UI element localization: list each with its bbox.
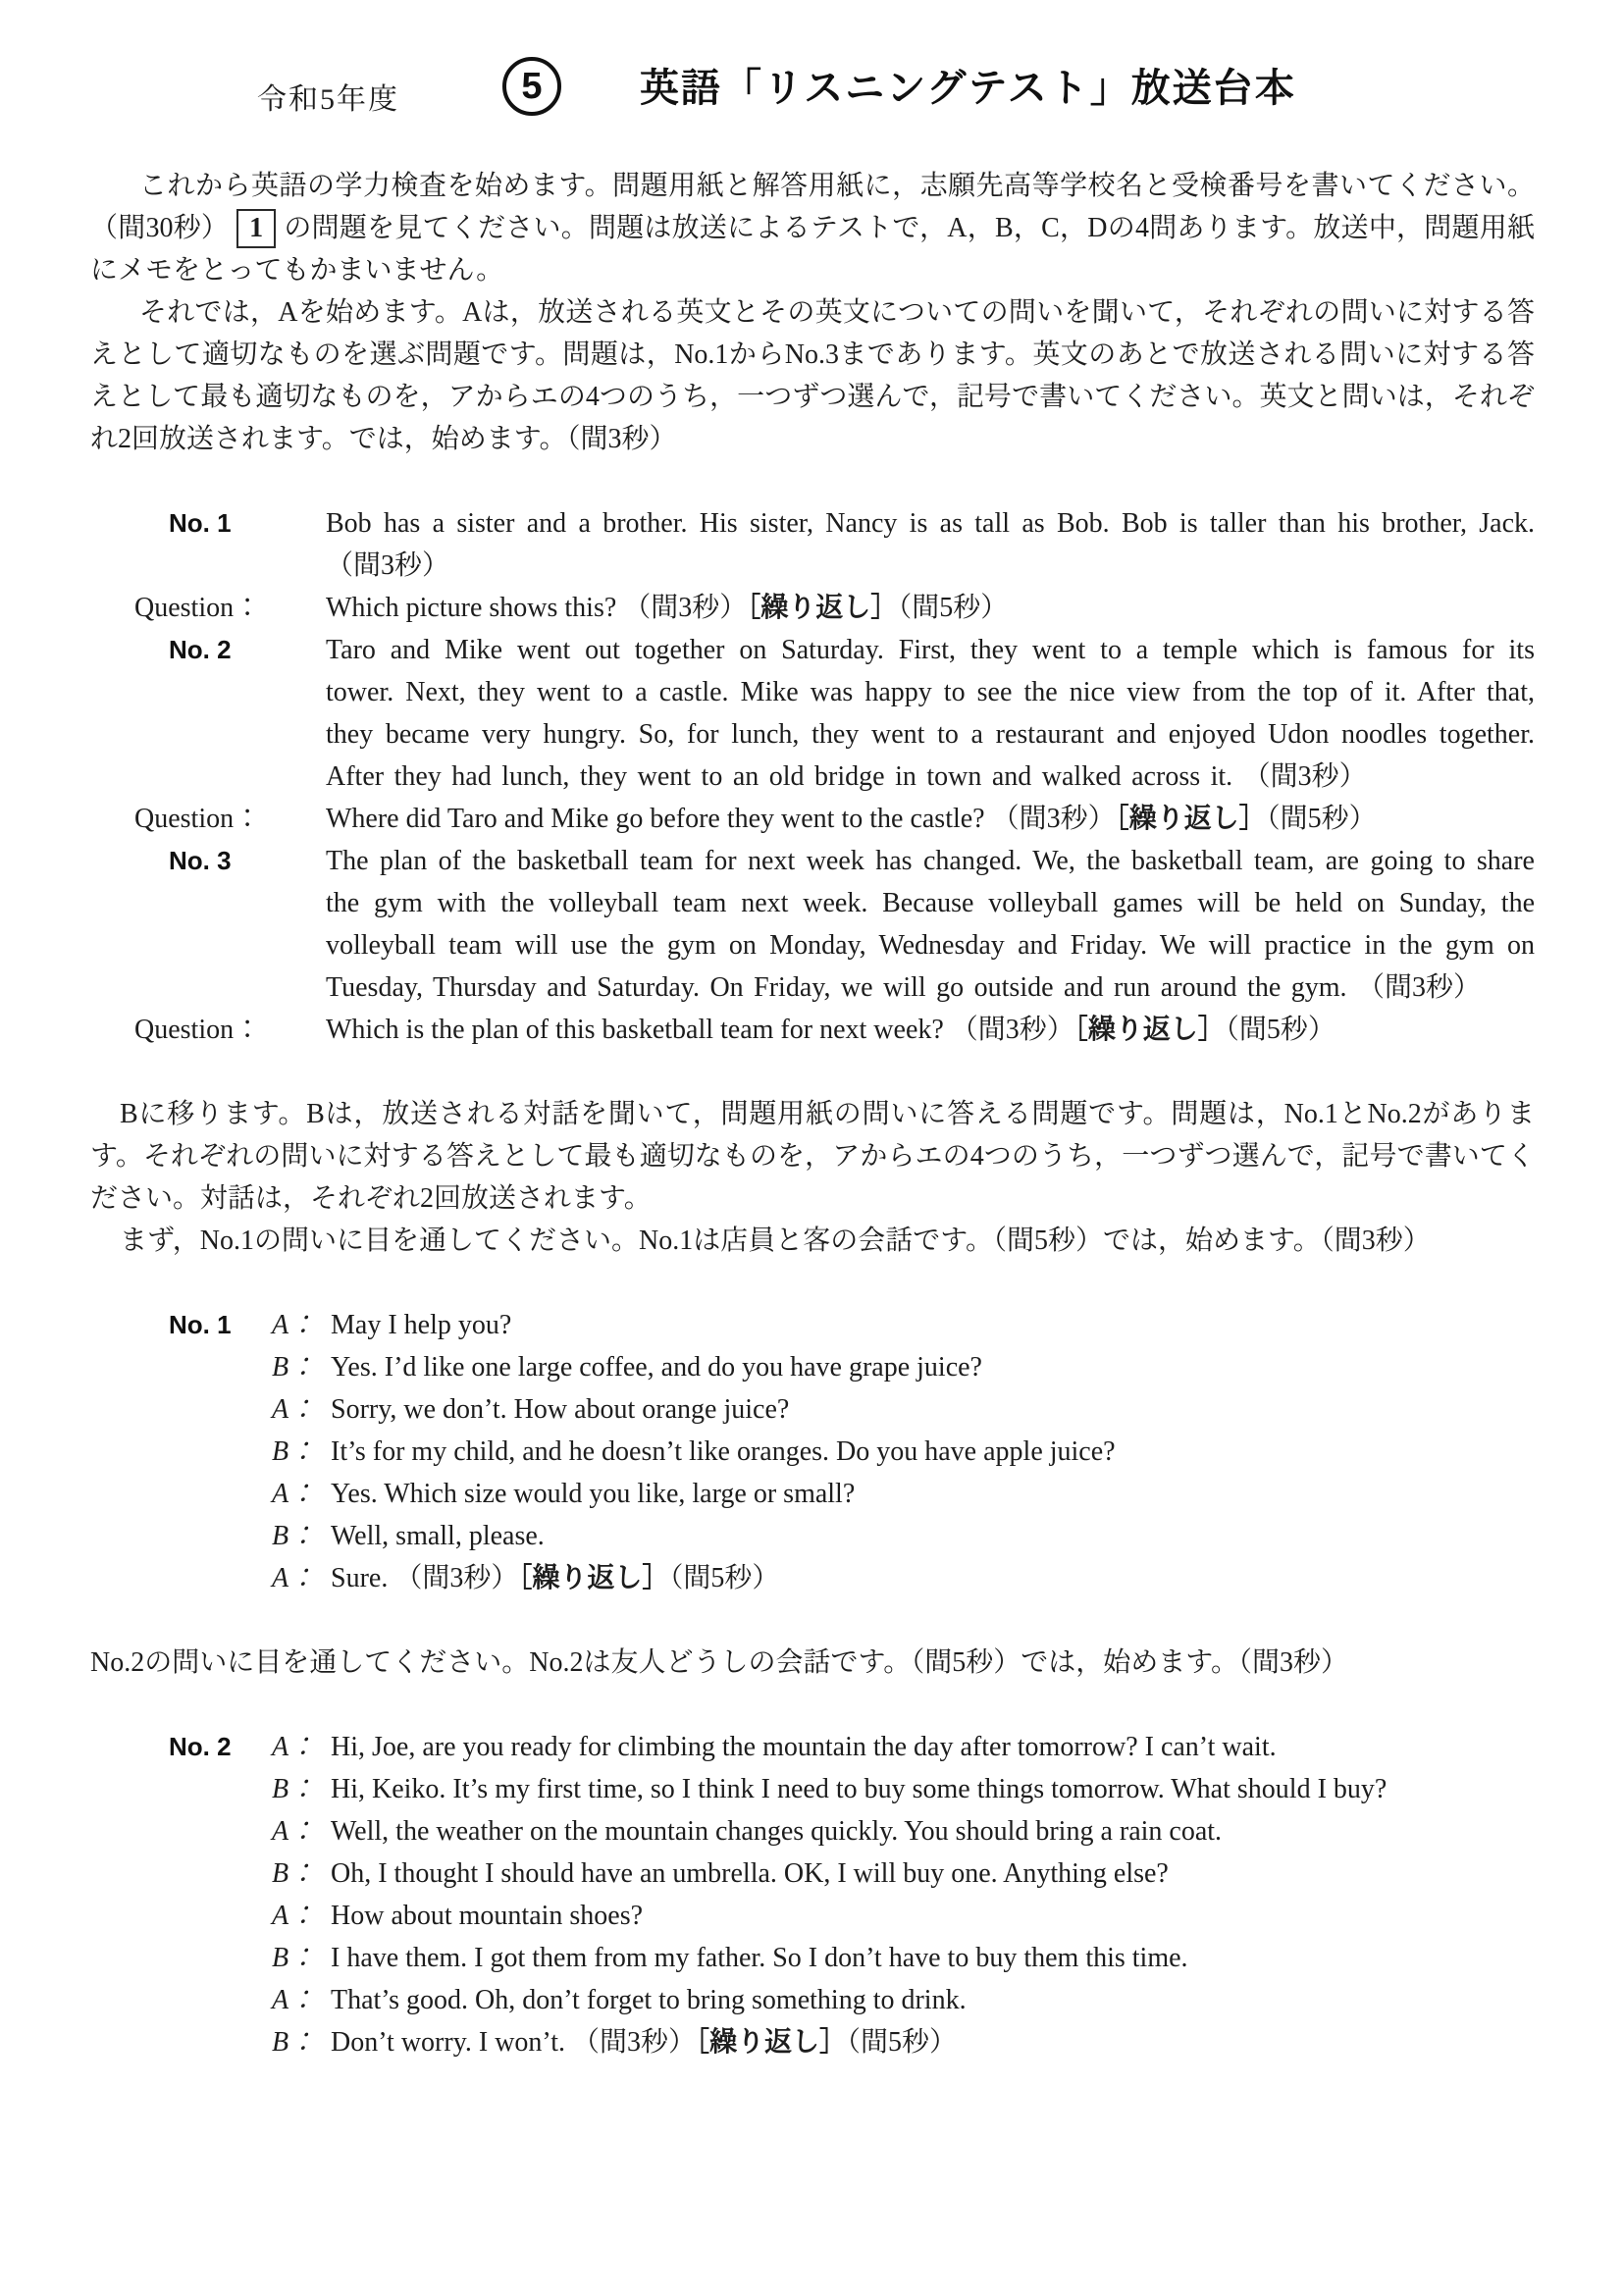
dialogue-line	[90, 1937, 1535, 1979]
dialogue-text	[331, 1304, 1535, 1346]
section-number-badge: 5	[502, 57, 561, 116]
dialogue-line	[90, 1895, 1535, 1937]
script-text: Yes. I’d like one large coffee, and do you have grape juice?	[331, 1352, 982, 1383]
dialogue-line	[90, 1852, 1535, 1895]
script-item-a-q3	[90, 1009, 1535, 1051]
speaker-label: B：	[272, 1943, 317, 1973]
dialogue-line	[90, 1979, 1535, 2021]
pause-marker: （間5秒）	[898, 593, 1009, 623]
dialogue-text	[331, 1431, 1535, 1473]
speaker-label: A：	[272, 1310, 317, 1340]
intro-p1-after: の問題を見てください。問題は放送によるテストで，A，B，C，Dの4問あります。放送中，問題用紙にメモをとってもかまいません。	[90, 213, 1535, 286]
dialogue-line	[90, 1346, 1535, 1388]
speaker-label: B：	[272, 1521, 317, 1551]
speaker-label: A：	[272, 1479, 317, 1509]
script-text: How about mountain shoes?	[331, 1901, 644, 1931]
script-text: That’s good. Oh, don’t forget to bring something to drink.	[331, 1985, 967, 2015]
speaker-label: A：	[272, 1985, 317, 2015]
speaker-label: B：	[272, 1436, 317, 1467]
script-item-a-q2	[90, 798, 1535, 840]
question-label: Question：	[134, 593, 262, 623]
dialogue-line	[90, 1431, 1535, 1473]
question-label: Question：	[134, 804, 262, 834]
question-label: Question：	[134, 1015, 262, 1045]
document-body	[90, 165, 1535, 2063]
pause-marker: （間5秒）	[669, 1563, 780, 1593]
repeat-marker: ［繰り返し］	[747, 593, 899, 623]
script-text: Sorry, we don’t. How about orange juice?	[331, 1394, 790, 1425]
script-text: Sure. （間3秒）	[331, 1563, 519, 1593]
script-text: Hi, Joe, are you ready for climbing the mountain the day after tomorrow? I can’t wait.	[331, 1732, 1277, 1762]
intro-paragraph-1	[90, 165, 1535, 291]
pause-marker: （間5秒）	[1266, 804, 1377, 834]
dialogue-text	[331, 1768, 1535, 1810]
repeat-marker: ［繰り返し］	[1073, 1015, 1226, 1045]
repeat-marker: ［繰り返し］	[1115, 804, 1267, 834]
item-number-label: No. 2	[169, 1732, 232, 1761]
script-text: I have them. I got them from my father. So I don’t have to buy them this time.	[331, 1943, 1188, 1973]
item-text	[326, 798, 1535, 840]
dialogue-text	[331, 2021, 1535, 2063]
speaker-label: B：	[272, 1352, 317, 1383]
dialogue-text	[331, 1937, 1535, 1979]
speaker-label: A：	[272, 1901, 317, 1931]
dialogue-text	[331, 1979, 1535, 2021]
script-text: Oh, I thought I should have an umbrella. OK, I will buy one. Anything else?	[331, 1858, 1169, 1889]
script-text: Well, small, please.	[331, 1521, 545, 1551]
speaker-label: B：	[272, 2027, 317, 2058]
dialogue-line	[90, 1304, 1535, 1346]
script-text: Yes. Which size would you like, large or small?	[331, 1479, 856, 1509]
section-b-lead2: No.2の問いに目を通してください。No.2は友人どうしの会話です。（間5秒）では，始めます。（間3秒）	[90, 1647, 1348, 1678]
script-item-a-no3	[90, 840, 1535, 1009]
dialogue-line	[90, 1768, 1535, 1810]
intro-paragraph-2: それでは，Aを始めます。Aは，放送される英文とその英文についての問いを聞いて，それぞれの問いに対する答えとして適切なものを選ぶ問題です。問題は，No.1からNo.3まであります。英文のあとで放送される問いに対する答えとして最も適切なものを，アからエの4つのうち，一つずつ選んで，記号で書いてください。英文と問いは，それぞれ2回放送されます。では，始めます。（間3秒）	[90, 297, 1535, 454]
dialogue-text	[331, 1388, 1535, 1431]
script-item-a-no1	[90, 502, 1535, 587]
script-text: It’s for my child, and he doesn’t like oranges. Do you have apple juice?	[331, 1436, 1116, 1467]
pause-marker: （間5秒）	[1225, 1015, 1335, 1045]
item-number-label: No. 1	[169, 1310, 232, 1339]
problem-number-box: 1	[236, 209, 276, 248]
era-label: 令和5年度	[257, 83, 399, 116]
dialogue-text	[331, 1557, 1535, 1599]
dialogue-text	[331, 1852, 1535, 1895]
dialogue-text	[331, 1810, 1535, 1852]
dialogue-text	[331, 1515, 1535, 1557]
script-text: Which is the plan of this basketball team for next week? （間3秒）	[326, 1015, 1074, 1045]
item-number-label: No. 3	[169, 846, 232, 875]
script-text: The plan of the basketball team for next week has changed. We, the basketball team, are going to share the gym with the volleyball team next week. Because volleyball games will be held on Sunday, the volleyball team will use the gym on Monday, Wednesday and Friday. We will practice in the gym on Tuesday, Thursday and Saturday. On Friday, we will go outside and run around the gym. （間3秒）	[326, 846, 1535, 1003]
script-text: Don’t worry. I won’t. （間3秒）	[331, 2027, 697, 2058]
section-b-lead1: まず，No.1の問いに目を通してください。No.1は店員と客の会話です。（間5秒）では，始めます。（間3秒）	[120, 1226, 1431, 1256]
dialogue-line	[90, 2021, 1535, 2063]
section-b-intro: Bに移ります。Bは，放送される対話を聞いて，問題用紙の問いに答える問題です。問題は，No.1とNo.2があります。それぞれの問いに対する答えとして最も適切なものを，アからエの4つのうち，一つずつ選んで，記号で書いてください。対話は，それぞれ2回放送されます。	[90, 1099, 1535, 1214]
dialogue-line	[90, 1388, 1535, 1431]
dialogue-no1	[90, 1304, 1535, 1599]
dialogue-line	[90, 1726, 1535, 1768]
dialogue-line	[90, 1557, 1535, 1599]
dialogue-text	[331, 1895, 1535, 1937]
document-header	[0, 51, 1623, 130]
script-text: Hi, Keiko. It’s my first time, so I think I need to buy some things tomorrow. What should I buy?	[331, 1774, 1387, 1804]
item-number-label: No. 1	[169, 508, 232, 538]
speaker-label: A：	[272, 1816, 317, 1847]
script-text: Which picture shows this? （間3秒）	[326, 593, 748, 623]
speaker-label: A：	[272, 1732, 317, 1762]
speaker-label: A：	[272, 1563, 317, 1593]
speaker-label: A：	[272, 1394, 317, 1425]
dialogue-line	[90, 1473, 1535, 1515]
item-text	[326, 629, 1535, 798]
item-text	[326, 1009, 1535, 1051]
item-text	[326, 587, 1535, 629]
dialogue-no2	[90, 1726, 1535, 2063]
speaker-label: B：	[272, 1774, 317, 1804]
script-item-a-q1	[90, 587, 1535, 629]
item-text	[326, 502, 1535, 587]
script-item-a-no2	[90, 629, 1535, 798]
script-text: Where did Taro and Mike go before they went to the castle? （間3秒）	[326, 804, 1116, 834]
dialogue-text	[331, 1346, 1535, 1388]
script-text: Taro and Mike went out together on Saturday. First, they went to a temple which is famous for its tower. Next, they went to a castle. Mike was happy to see the nice view from the top of it. After that, they became very hungry. So, for lunch, they went to a restaurant and enjoyed Udon noodles together. After they had lunch, they went to an old bridge in town and walked across it. （間3秒）	[326, 635, 1535, 792]
pause-marker: （間5秒）	[847, 2027, 958, 2058]
section-a	[90, 502, 1535, 1051]
intro-p1-before: これから英語の学力検査を始めます。問題用紙と解答用紙に，志願先高等学校名と受検番号を書いてください。（間30秒）	[90, 171, 1535, 243]
script-text: Bob has a sister and a brother. His sister, Nancy is as tall as Bob. Bob is taller than his brother, Jack. （間3秒）	[326, 508, 1535, 581]
dialogue-text	[331, 1473, 1535, 1515]
page-title: 英語「リスニングテスト」放送台本	[640, 67, 1296, 110]
script-text: Well, the weather on the mountain changes quickly. You should bring a rain coat.	[331, 1816, 1223, 1847]
repeat-marker: ［繰り返し］	[696, 2027, 848, 2058]
script-text: May I help you?	[331, 1310, 512, 1340]
repeat-marker: ［繰り返し］	[518, 1563, 670, 1593]
item-number-label: No. 2	[169, 635, 232, 664]
dialogue-line	[90, 1515, 1535, 1557]
dialogue-text	[331, 1726, 1535, 1768]
speaker-label: B：	[272, 1858, 317, 1889]
dialogue-line	[90, 1810, 1535, 1852]
item-text	[326, 840, 1535, 1009]
